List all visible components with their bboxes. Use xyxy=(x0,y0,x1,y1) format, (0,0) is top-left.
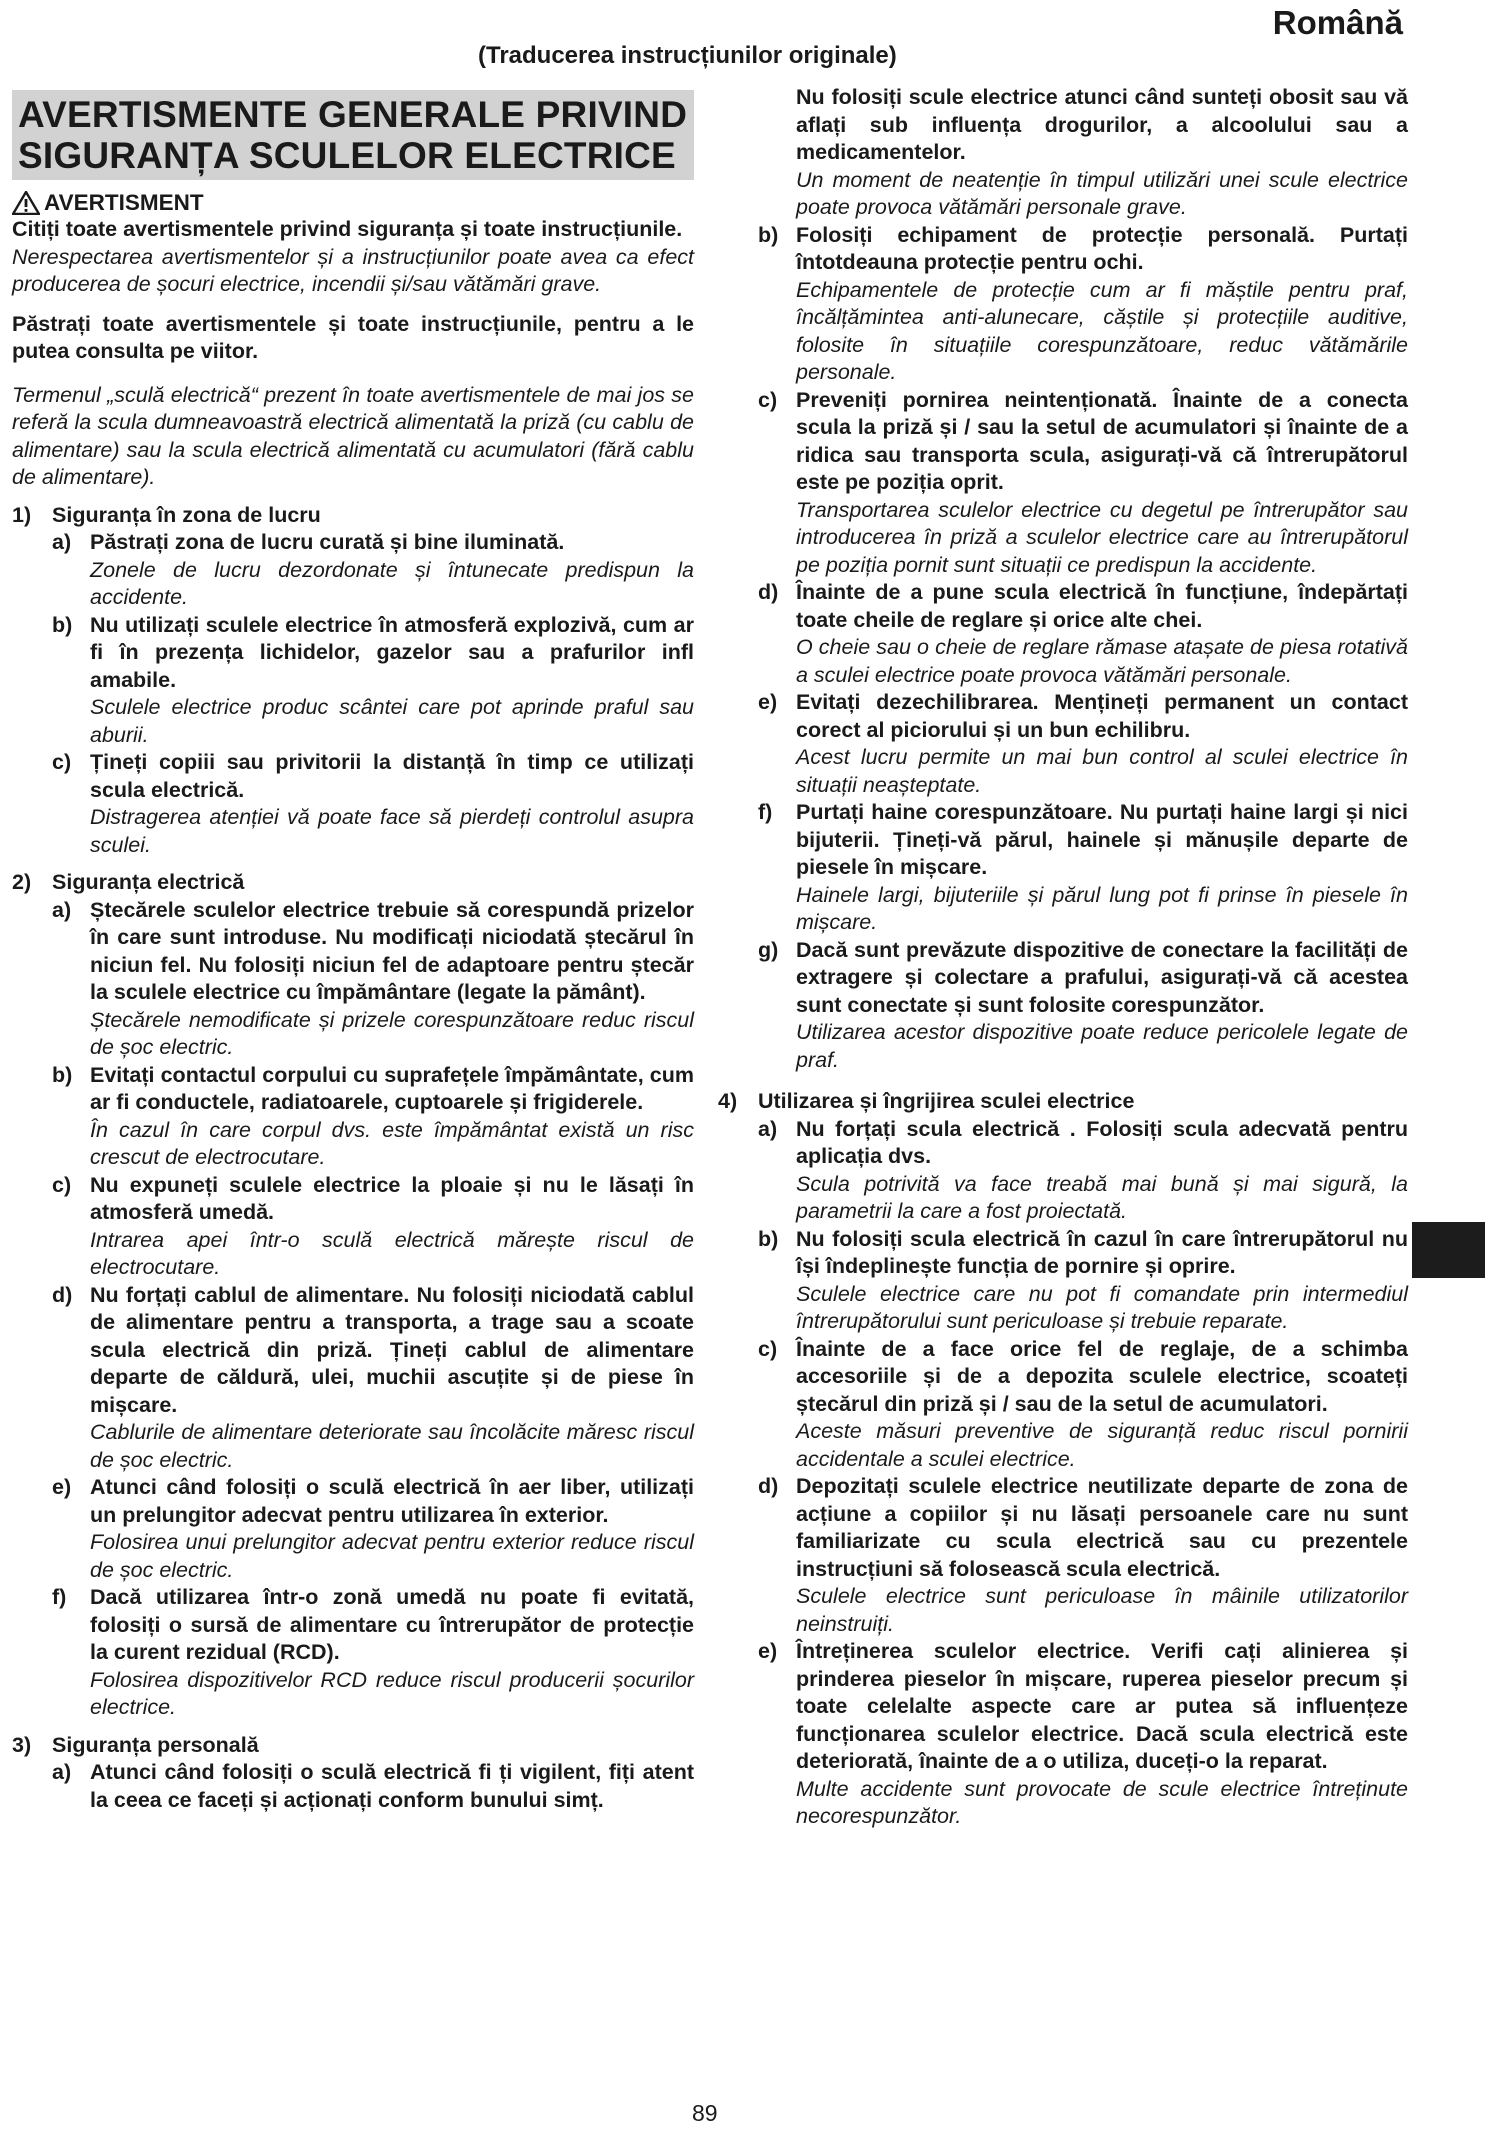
list-item: c) Nu expuneți sculele electrice la ploaie și nu le lăsați în atmosferă umedă. Intrarea apei într-o sculă electrică mărește riscul de electrocutare. xyxy=(52,1172,694,1279)
warning-consequences: Nerespectarea avertismentelor și a instrucțiunilor poate avea ca efect producerea de șocuri electrice, incendii și/sau vătămări grave. xyxy=(12,244,694,296)
list-item: b) Folosiți echipament de protecție personală. Purtați întotdeauna protecție pentru ochi. Echipamentele de protecție cum ar fi măștile pentru praf, încălțămintea anti-alunecare, căștile și protecțiile auditive, folosite în situațiile corespunzătoare, reduc vătămările personale. xyxy=(758,222,1408,384)
title-line-1: AVERTISMENTE GENERALE PRIVIND xyxy=(18,94,688,135)
list-item: b) Nu folosiți scula electrică în cazul în care întrerupătorul nu își îndeplinește funcția de pornire și oprire. Sculele electrice care nu pot fi comandate prin intermediul întrerupătorului sunt periculoase și trebuie reparate. xyxy=(758,1226,1408,1333)
warning-triangle-icon xyxy=(12,191,40,215)
list-item: c) Înainte de a face orice fel de reglaje, de a schimba accesoriile și de a depozita sculele electrice, scoateți ștecărul din priză și / sau de la setul de acumulatori. Aceste măsuri preventive de siguranță reduc riscul pornirii accidentale a sculei electrice. xyxy=(758,1336,1408,1471)
list-item: a) Păstrați zona de lucru curată și bine iluminată. Zonele de lucru dezordonate și întunecate predispun la accidente. xyxy=(52,530,694,609)
list-item: c) Preveniți pornirea neintenționată. Înainte de a conecta scula la priză și / sau la setul de acumulatori și înainte de a ridica sau transporta scula, asigurați-vă că întrerupătorul este pe poziția oprit. Transportarea sculelor electrice cu degetul pe întrerupător sau introducerea în priză a sculelor electrice care au întrerupătorul pe poziția pornit sunt situații ce predispun la accidente. xyxy=(758,387,1408,577)
language-label: Română xyxy=(1272,4,1403,41)
list-item: g) Dacă sunt prevăzute dispozitive de conectare la facilități de extragere și colectare a prafului, asigurați-vă că acestea sunt conectate și sunt folosite corespunzător. Utilizarea acestor dispozitive poate reduce pericolele legate de praf. xyxy=(758,937,1408,1072)
page-number: 89 xyxy=(692,2100,718,2126)
list-item: d) Nu forțați cablul de alimentare. Nu folosiți niciodată cablul de alimentare pentru a transporta, a trage sau a scoate scula electrică din priză. Țineți cablul de alimentare departe de căldură, ulei, muchii ascuțite și de piese în mișcare. Cablurile de alimentare deteriorate sau încolăcite măresc riscul de șoc electric. xyxy=(52,1282,694,1472)
right-column xyxy=(718,84,1408,1831)
list-item: b) Evitați contactul corpului cu suprafețele împământate, cum ar fi conductele, radiatoarele, cuptoarele și frigiderele. În cazul în care corpul dvs. este împământat există un risc crescut de electrocutare. xyxy=(52,1062,694,1169)
warning-read-all: Citiți toate avertismentele privind siguranța și toate instrucțiunile. xyxy=(12,217,683,241)
list-item: e) Întreținerea sculelor electrice. Verifi cați alinierea și prinderea pieselor în mișcare, ruperea pieselor precum și toate celelalte aspecte care ar putea să influențeze funcționarea sculelor electrice. Dacă scula electrică este deteriorată, înainte de a o utiliza, duceți-o la reparat. Multe accidente sunt provocate de scule electrice întreținute necorespunzător. xyxy=(758,1639,1408,1828)
section-4-heading: 4) Utilizarea și îngrijirea sculei electrice xyxy=(718,1089,1135,1113)
list-item: a) Ștecărele sculelor electrice trebuie să corespundă prizelor în care sunt introduse. Nu modificați niciodată ștecărul în niciun fel. Nu folosiți niciun fel de adaptoare pentru ștecăr la sculele electrice cu împământare (legate la pământ). Ștecărele nemodificate și prizele corespunzătoare reduc riscul de șoc electric. xyxy=(52,897,694,1059)
warning-keep: Păstrați toate avertismentele și toate instrucțiunile, pentru a le putea consulta pe viitor. xyxy=(12,311,694,363)
left-column xyxy=(12,90,694,1814)
list-item: c) Țineți copiii sau privitorii la distanță în timp ce utilizați scula electrică. Distragerea atenției vă poate face să pierdeți controlul asupra sculei. xyxy=(52,750,694,857)
warning-label: AVERTISMENT xyxy=(44,190,204,215)
section-1-heading: 1) Siguranța în zona de lucru xyxy=(12,502,321,527)
list-item: f) Dacă utilizarea într-o zonă umedă nu poate fi evitată, folosiți o sursă de alimentare cu întrerupător de protecție la curent rezidual (RCD). Folosirea dispozitivelor RCD reduce riscul producerii șocurilor electrice. xyxy=(52,1585,694,1719)
list-item: a) Atunci când folosiți o sculă electrică fi ți vigilent, fiți atent la ceea ce faceți și acționați conform bunului simț. xyxy=(52,1760,694,1812)
warning-heading xyxy=(12,190,694,216)
title-line-2: SIGURANȚA SCULELOR ELECTRICE xyxy=(18,135,676,176)
section-3-heading: 3) Siguranța personală xyxy=(12,1732,259,1757)
list-item: a) Nu forțați scula electrică . Folosiți scula adecvată pentru aplicația dvs. Scula potrivită va face treabă mai bună și mai sigură, la parametrii la care a fost proiectată. xyxy=(758,1116,1408,1223)
document-subtitle: (Traducerea instrucțiunilor originale) xyxy=(478,42,897,69)
list-item: d) Înainte de a pune scula electrică în funcțiune, îndepărtați toate cheile de reglare și orice alte chei. O cheie sau o cheie de reglare rămase atașate de piesa rotativă a sculei electrice poate provoca vătămări personale. xyxy=(758,580,1408,687)
title-box xyxy=(12,90,694,180)
list-item: d) Depozitați sculele electrice neutilizate departe de zona de acțiune a copiilor și nu lăsați persoanele care nu sunt familiarizate cu scula electrică sau cu prezentele instrucțiuni să folosească scula electrică. Sculele electrice sunt periculoase în mâinile utilizatorilor neinstruiți. xyxy=(758,1474,1408,1636)
chapter-tab-marker xyxy=(1412,1222,1485,1278)
list-item: f) Purtați haine corespunzătoare. Nu purtați haine largi și nici bijuterii. Țineți-vă părul, hainele și mănușile departe de piesele în mișcare. Hainele largi, bijuteriile și părul lung pot fi prinse în piesele în mișcare. xyxy=(758,800,1408,934)
list-item-continued: Nu folosiți scule electrice atunci când sunteți obosit sau vă aflați sub influența drogurilor, a alcoolului sau a medicamentelor. Un moment de neatenție în timpul utilizări unei scule electrice poate provoca vătămări personale grave. xyxy=(796,85,1408,219)
list-item: b) Nu utilizați sculele electrice în atmosferă explozivă, cum ar fi în prezența lichidelor, gazelor sau a prafurilor infl amabile. Sculele electrice produc scântei care pot aprinde praful sau aburii. xyxy=(52,612,694,747)
list-item: e) Evitați dezechilibrarea. Mențineți permanent un contact corect al piciorului și un bun echilibru. Acest lucru permite un mai bun control al sculei electrice în situații neașteptate. xyxy=(758,690,1408,797)
term-definition: Termenul „sculă electrică“ prezent în toate avertismentele de mai jos se referă la scula dumneavoastră electrică alimentată la priză (cu cablu de alimentare) sau la scula electrică alimentată cu acumulatori (fără cablu de alimentare). xyxy=(12,382,694,489)
section-2-heading: 2) Siguranța electrică xyxy=(12,870,245,894)
list-item: e) Atunci când folosiți o sculă electrică în aer liber, utilizați un prelungitor adecvat pentru utilizarea în exterior. Folosirea unui prelungitor adecvat pentru exterior reduce riscul de șoc electric. xyxy=(52,1475,694,1582)
